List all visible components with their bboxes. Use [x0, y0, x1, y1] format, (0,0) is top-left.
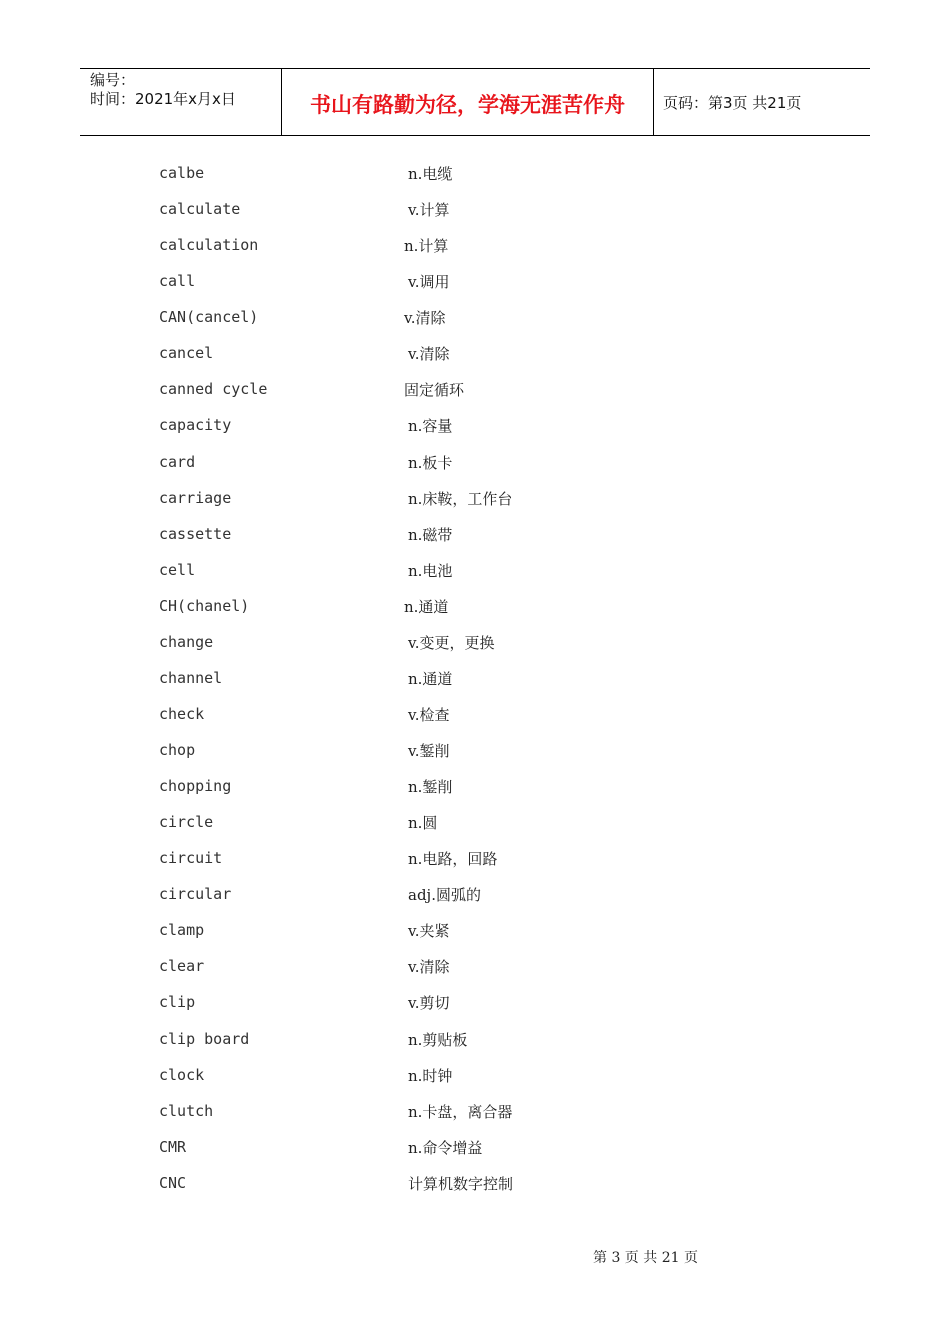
entry-definition: n.床鞍，工作台	[408, 489, 513, 508]
entry-term: clutch	[159, 1101, 214, 1120]
entry-definition: n.容量	[408, 417, 453, 436]
entry-definition: adj.圆弧的	[408, 886, 481, 905]
entry-definition: n.圆	[408, 814, 438, 833]
entry-term: card	[159, 452, 196, 471]
entry-definition: n.计算	[404, 237, 449, 256]
entry-definition: v.剪切	[408, 994, 450, 1013]
header-page-info: 页码：第3页 共21页	[663, 93, 802, 112]
motto-text: 书山有路勤为径，学海无涯苦作舟	[310, 93, 625, 117]
entry-definition: n.卡盘，离合器	[408, 1102, 513, 1121]
glossary-entry	[0, 1166, 950, 1202]
entry-definition: n.命令增益	[408, 1138, 483, 1157]
entry-definition: v.夹紧	[408, 922, 450, 941]
glossary-entry	[0, 264, 950, 300]
glossary-entry	[0, 445, 950, 481]
entry-definition: n.电路，回路	[408, 850, 498, 869]
entry-term: circuit	[159, 849, 223, 868]
entry-definition: v.变更，更换	[408, 633, 495, 652]
page-header	[80, 68, 870, 136]
glossary-entry	[0, 733, 950, 769]
entry-term: calculation	[159, 236, 259, 255]
glossary-entry	[0, 192, 950, 228]
entry-definition: n.通道	[408, 669, 453, 688]
entry-definition: v.计算	[408, 201, 450, 220]
entry-definition: 计算机数字控制	[408, 1174, 514, 1193]
entry-term: canned cycle	[159, 380, 268, 399]
entry-term: chop	[159, 741, 196, 759]
glossary-entry	[0, 408, 950, 444]
entry-definition: n.剪贴板	[408, 1030, 468, 1049]
entry-term: clip	[159, 993, 196, 1012]
glossary-entry	[0, 769, 950, 805]
glossary-entry	[0, 228, 950, 264]
entry-definition: v.清除	[408, 958, 450, 977]
entry-definition: n.板卡	[408, 453, 453, 472]
entry-term: calbe	[159, 164, 205, 182]
entry-definition: n.通道	[404, 597, 449, 616]
entry-term: calculate	[159, 200, 241, 219]
glossary-entry	[0, 1058, 950, 1094]
entry-definition: n.錾削	[408, 778, 453, 797]
glossary-entry	[0, 913, 950, 949]
header-motto-cell	[281, 69, 654, 135]
glossary-entry	[0, 372, 950, 408]
entry-term: cancel	[159, 344, 214, 363]
glossary-entry	[0, 481, 950, 517]
header-page-cell	[654, 69, 870, 135]
entry-definition: v.清除	[408, 345, 450, 364]
entry-term: change	[159, 632, 214, 651]
glossary-entry	[0, 805, 950, 841]
glossary-entry	[0, 1130, 950, 1166]
glossary-entry	[0, 877, 950, 913]
entry-term: chopping	[159, 777, 232, 796]
entry-term: CAN(cancel)	[159, 308, 259, 327]
entry-term: cell	[159, 560, 196, 579]
entry-term: CH(chanel)	[159, 596, 250, 615]
glossary-entry	[0, 156, 950, 192]
entry-definition: v.錾削	[408, 742, 450, 760]
glossary-entry	[0, 661, 950, 697]
glossary-entry	[0, 841, 950, 877]
entry-term: carriage	[159, 488, 232, 507]
entry-term: CNC	[159, 1173, 187, 1192]
entry-definition: 固定循环	[404, 381, 465, 400]
entry-term: circle	[159, 813, 214, 832]
date-line: 时间：2021年x月x日	[90, 90, 236, 108]
glossary-entry	[0, 517, 950, 553]
glossary-entry	[0, 985, 950, 1021]
entry-definition: n.电缆	[408, 165, 453, 183]
entry-term: clamp	[159, 921, 205, 940]
entry-definition: v.调用	[408, 273, 450, 292]
glossary-entry	[0, 697, 950, 733]
entry-definition: v.清除	[404, 309, 446, 328]
entry-definition: v.检查	[408, 705, 450, 724]
entry-definition: n.电池	[408, 561, 453, 580]
entry-definition: n.时钟	[408, 1066, 453, 1085]
entry-term: cassette	[159, 524, 232, 543]
serial-number-label: 编号：	[90, 71, 136, 89]
glossary-entry	[0, 1022, 950, 1058]
glossary-entry	[0, 336, 950, 372]
entry-term: clock	[159, 1065, 205, 1084]
glossary-entry	[0, 553, 950, 589]
page-footer: 第 3 页 共 21 页	[593, 1250, 698, 1266]
header-meta-cell	[80, 69, 281, 135]
entry-term: clip board	[159, 1029, 250, 1048]
entry-term: check	[159, 704, 205, 723]
entry-term: call	[159, 272, 196, 291]
glossary-entry	[0, 300, 950, 336]
entry-term: capacity	[159, 416, 232, 435]
entry-term: CMR	[159, 1137, 187, 1156]
entry-term: circular	[159, 885, 232, 904]
glossary-entry	[0, 589, 950, 625]
entry-term: clear	[159, 957, 205, 976]
entry-definition: n.磁带	[408, 525, 453, 544]
glossary-list	[0, 156, 950, 1202]
entry-term: channel	[159, 668, 223, 687]
glossary-entry	[0, 625, 950, 661]
glossary-entry	[0, 949, 950, 985]
glossary-entry	[0, 1094, 950, 1130]
